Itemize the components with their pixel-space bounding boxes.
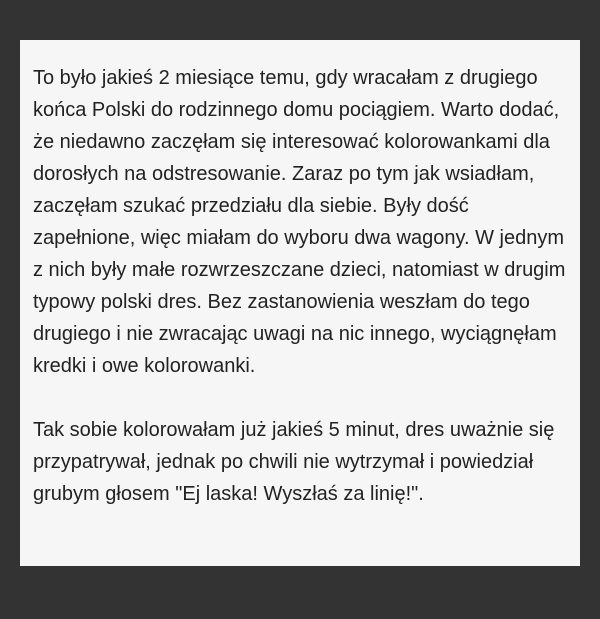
story-paragraph-1: To było jakieś 2 miesiące temu, gdy wracałam z drugiego końca Polski do rodzinnego domu pociągiem. Warto dodać, że niedawno zaczęłam się interesować kolorowankami dla dorosłych na odstresowanie. Zaraz po tym jak wsiadłam, zaczęłam szukać przedziału dla siebie. Były dość zapełnione, więc miałam do wyboru dwa wagony. W jednym z nich były małe rozwrzeszczane dzieci, natomiast w drugim typowy polski dres. Bez zastanowienia weszłam do tego drugiego i nie zwracając uwagi na nic innego, wyciągnęłam kredki i owe kolorowanki. (33, 67, 566, 377)
story-card (20, 40, 580, 566)
story-paragraph-2: Tak sobie kolorowałam już jakieś 5 minut, dres uważnie się przypatrywał, jednak po chwili nie wytrzymał i powiedział grubym głosem "Ej laska! Wyszłaś za linię!". (33, 419, 555, 505)
